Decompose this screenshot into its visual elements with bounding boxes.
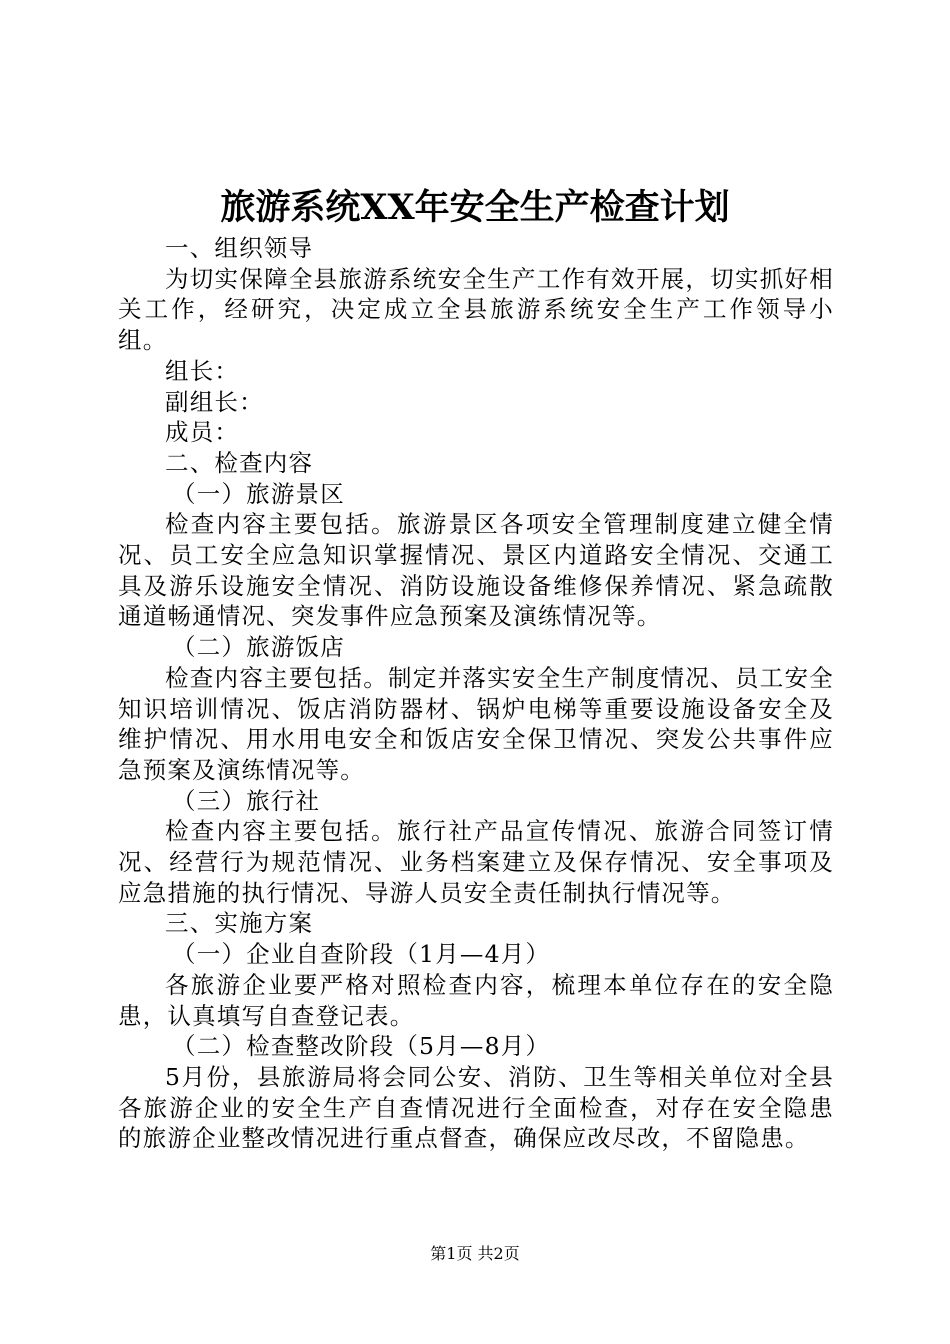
body-paragraph: 各旅游企业要严格对照检查内容，梳理本单位存在的安全隐患，认真填写自查登记表。 xyxy=(118,970,834,1030)
body-paragraph: 副组长： xyxy=(165,387,264,416)
body-paragraph: 检查内容主要包括。旅行社产品宣传情况、旅游合同签订情况、经营行为规范情况、业务档案建立及保存情况、安全事项及应急措施的执行情况、导游人员安全责任制执行情况等。 xyxy=(118,817,834,907)
body-paragraph: 5月份，县旅游局将会同公安、消防、卫生等相关单位对全县各旅游企业的安全生产自查情况进行全面检查，对存在安全隐患的旅游企业整改情况进行重点督查，确保应改尽改，不留隐患。 xyxy=(118,1062,834,1153)
subsection-heading: （一）旅游景区 xyxy=(172,479,345,508)
body-paragraph: 检查内容主要包括。制定并落实安全生产制度情况、员工安全知识培训情况、饭店消防器材、锅炉电梯等重要设施设备安全及维护情况、用水用电安全和饭店安全保卫情况、突发公共事件应急预案及演练情况等。 xyxy=(118,663,834,784)
body-paragraph: 检查内容主要包括。旅游景区各项安全管理制度建立健全情况、员工安全应急知识掌握情况、景区内道路安全情况、交通工具及游乐设施安全情况、消防设施设备维修保养情况、紧急疏散通道畅通情况、突发事件应急预案及演练情况等。 xyxy=(118,510,834,631)
section-heading: 二、检查内容 xyxy=(165,448,314,477)
page-footer: 第1页 共2页 xyxy=(430,1244,520,1263)
body-paragraph: 组长： xyxy=(165,356,240,385)
section-heading: 一、组织领导 xyxy=(165,234,314,262)
subsection-heading: （一）企业自查阶段（1月—4月） xyxy=(172,940,551,969)
subsection-heading: （三）旅行社 xyxy=(172,786,321,815)
section-heading: 三、实施方案 xyxy=(165,909,314,938)
document-body xyxy=(118,233,834,1154)
body-paragraph: 成员： xyxy=(165,418,240,447)
document-title: 旅游系统XX年安全生产检查计划 xyxy=(220,187,730,228)
subsection-heading: （二）检查整改阶段（5月—8月） xyxy=(172,1032,551,1061)
body-paragraph: 为切实保障全县旅游系统安全生产工作有效开展，切实抓好相关工作，经研究，决定成立全县旅游系统安全生产工作领导小组。 xyxy=(118,264,834,355)
subsection-heading: （二）旅游饭店 xyxy=(172,633,345,662)
